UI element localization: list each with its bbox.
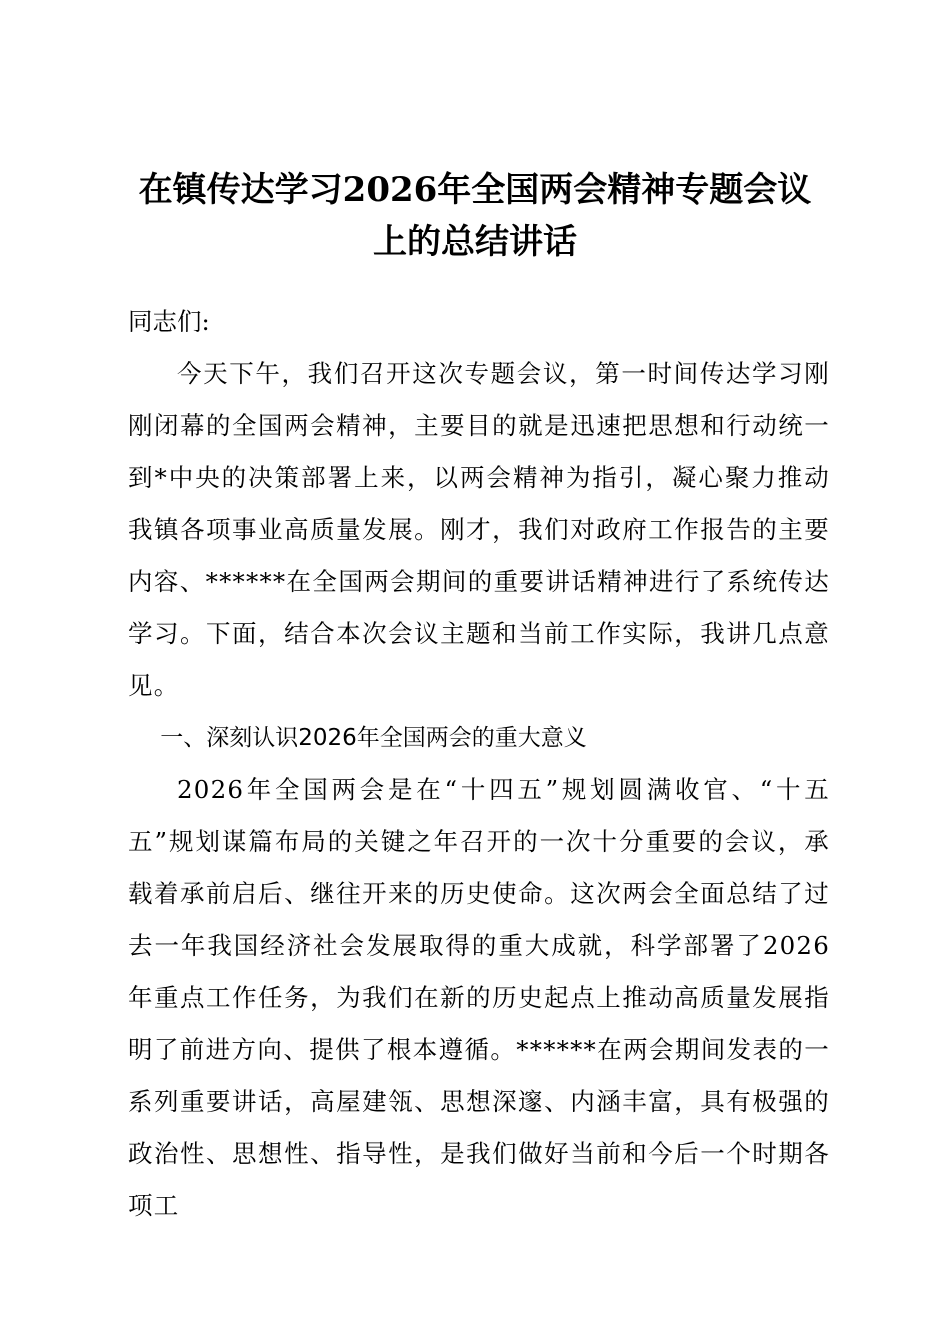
- greeting: 同志们:: [128, 307, 210, 336]
- section-1-paragraph: 2026年全国两会是在“十四五”规划圆满收官、“十五五”规划谋篇布局的关键之年召开的一次十分重要的会议，承载着承前启后、继往开来的历史使命。这次两会全面总结了过去一年我国经济社会发展取得的重大成就，科学部署了2026年重点工作任务，为我们在新的历史起点上推动高质量发展指明了前进方向、提供了根本遵循。******在两会期间发表的一系列重要讲话，高屋建瓴、思想深邃、内涵丰富，具有极强的政治性、思想性、指导性，是我们做好当前和今后一个时期各项工: [128, 775, 830, 1220]
- document-title: [120, 164, 830, 268]
- title-line-1: 在镇传达学习2026年全国两会精神专题会议: [138, 170, 812, 210]
- opening-paragraph: 今天下午，我们召开这次专题会议，第一时间传达学习刚刚闭幕的全国两会精神，主要目的就是迅速把思想和行动统一到*中央的决策部署上来，以两会精神为指引，凝心聚力推动我镇各项事业高质量发展。刚才，我们对政府工作报告的主要内容、******在全国两会期间的重要讲话精神进行了系统传达学习。下面，结合本次会议主题和当前工作实际，我讲几点意见。: [128, 359, 830, 700]
- title-line-2: 上的总结讲话: [373, 222, 577, 262]
- section-heading-1: 一、深刻认识2026年全国两会的重大意义: [160, 725, 587, 751]
- document-body: [128, 296, 830, 1232]
